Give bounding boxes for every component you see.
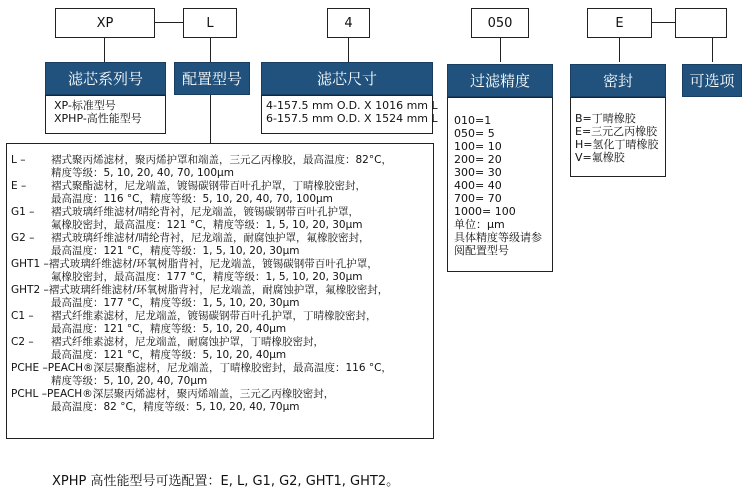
seal-desc — [570, 97, 666, 177]
rating-option: 200= 20 — [454, 153, 502, 166]
size-desc — [261, 95, 438, 134]
rating-note: 具体精度等级请参 — [454, 231, 542, 244]
config-desc: 氟橡胶密封，最高温度：177 °C，精度等级：1, 5, 10, 20, 30μm — [51, 271, 363, 283]
config-code-label: L – — [11, 154, 26, 166]
config-code-label: C2 – — [11, 336, 34, 348]
config-entry — [11, 154, 429, 167]
config-desc: 最高温度：116 °C，精度等级：5, 10, 20, 40, 70, 100μm — [51, 193, 333, 205]
rating-option: 1000= 100 — [454, 205, 516, 218]
rating-option: 700= 70 — [454, 192, 502, 205]
seal-code: E — [615, 15, 624, 31]
connector-line — [210, 95, 211, 143]
config-entry — [11, 388, 429, 401]
rating-header-label: 过滤精度 — [469, 72, 530, 90]
connector-line — [348, 38, 349, 62]
config-desc: 最高温度：121 °C，精度等级：1, 5, 10, 20, 30μm — [51, 245, 300, 257]
size-option: 4-157.5 mm O.D. X 1016 mm L — [266, 99, 438, 112]
series-code-box — [55, 8, 155, 38]
size-header-label: 滤芯尺寸 — [316, 70, 377, 88]
config-desc: 褶式玻璃纤维滤材/环氧树脂背衬，尼龙端盖，镀锡碳钢带百叶孔护罩， — [48, 258, 378, 270]
config-code-label: E – — [11, 180, 27, 192]
series-option: XPHP-高性能型号 — [54, 112, 142, 125]
size-code: 4 — [344, 15, 353, 31]
series-header — [45, 62, 166, 95]
seal-header — [570, 64, 666, 97]
series-option: XP-标准型号 — [54, 99, 116, 112]
config-desc: 氟橡胶密封，最高温度：121 °C，精度等级：1, 5, 10, 20, 30μm — [51, 219, 363, 231]
rating-option: 400= 40 — [454, 179, 502, 192]
config-desc: PEACH®深层聚酯滤材，尼龙端盖，丁晴橡胶密封，最高温度：116 °C， — [47, 362, 392, 374]
option-code-box — [675, 8, 727, 38]
seal-option: B=丁晴橡胶 — [575, 112, 636, 125]
config-code-box — [183, 8, 237, 38]
config-desc: 精度等级：5, 10, 20, 40, 70, 100μm — [51, 167, 234, 179]
config-code-label: PCHE – — [11, 362, 48, 374]
config-desc: 褶式玻璃纤维滤材/晴纶背衬，尼龙端盖，耐腐蚀护罩，氟橡胶密封， — [51, 232, 370, 244]
connector-line — [155, 22, 183, 23]
config-desc: 褶式纤维素滤材，尼龙端盖，耐腐蚀护罩，丁晴橡胶密封， — [51, 336, 324, 348]
config-desc: 褶式玻璃纤维滤材/环氧树脂背衬，尼龙端盖，耐腐蚀护罩，氟橡胶密封， — [48, 284, 389, 296]
rating-option: 050= 5 — [454, 127, 495, 140]
size-code-box — [327, 8, 370, 38]
config-desc: 最高温度：82 °C，精度等级：5, 10, 20, 40, 70μm — [51, 401, 300, 413]
config-code-label: C1 – — [11, 310, 34, 322]
config-desc: 最高温度：121 °C，精度等级：5, 10, 20, 40μm — [51, 323, 287, 335]
series-code: XP — [96, 15, 114, 31]
size-header — [261, 62, 433, 95]
config-entry — [11, 180, 429, 193]
option-header-label: 可选项 — [689, 72, 735, 90]
config-code: L — [206, 15, 214, 31]
config-entry — [11, 284, 429, 297]
config-desc: 褶式聚酯滤材，尼龙端盖，镀锡碳钢带百叶孔护罩，丁晴橡胶密封， — [51, 180, 366, 192]
seal-option: H=氢化丁晴橡胶 — [575, 138, 659, 151]
rating-desc — [447, 97, 553, 272]
series-desc — [45, 95, 166, 134]
seal-option: E=三元乙丙橡胶 — [575, 125, 658, 138]
config-entry — [11, 362, 429, 375]
config-desc: 最高温度：177 °C，精度等级：1, 5, 10, 20, 30μm — [51, 297, 300, 309]
config-code-label: G2 – — [11, 232, 35, 244]
config-code-label: G1 – — [11, 206, 35, 218]
config-list — [6, 143, 434, 439]
config-entry — [11, 336, 429, 349]
footnote: XPHP 高性能型号可选配置：E, L, G1, G2, GHT1, GHT2。 — [52, 474, 400, 489]
rating-option: 100= 10 — [454, 140, 502, 153]
config-desc: 精度等级：5, 10, 20, 40, 70μm — [51, 375, 208, 387]
config-desc: 褶式聚丙烯滤材，聚丙烯护罩和端盖，三元乙丙橡胶，最高温度：82°C， — [51, 154, 392, 166]
config-desc: PEACH®深层聚丙烯滤材，聚丙烯端盖，三元乙丙橡胶密封， — [47, 388, 335, 400]
rating-note: 阅配置型号 — [454, 244, 509, 257]
connector-line — [652, 22, 675, 23]
config-entry — [11, 232, 429, 245]
config-entry — [11, 258, 429, 271]
connector-line — [210, 38, 211, 62]
config-entry — [11, 206, 429, 219]
rating-code-box — [471, 8, 529, 38]
rating-option: 010=1 — [454, 114, 492, 127]
size-option: 6-157.5 mm O.D. X 1524 mm L — [266, 112, 438, 125]
rating-header — [447, 64, 553, 97]
config-entry — [11, 310, 429, 323]
connector-line — [619, 38, 620, 62]
config-header-label: 配置型号 — [181, 70, 242, 88]
config-code-label: GHT2 – — [11, 284, 49, 296]
config-header — [174, 62, 250, 95]
seal-header-label: 密封 — [602, 72, 633, 90]
rating-code: 050 — [487, 15, 513, 31]
config-code-label: GHT1 – — [11, 258, 49, 270]
config-code-label: PCHL – — [11, 388, 47, 400]
rating-unit: 单位：μm — [454, 218, 505, 231]
connector-line — [104, 38, 105, 62]
series-header-label: 滤芯系列号 — [67, 70, 143, 88]
config-desc: 褶式玻璃纤维滤材/晴纶背衬，尼龙端盖，镀锡碳钢带百叶孔护罩， — [51, 206, 360, 218]
seal-option: V=氟橡胶 — [575, 151, 625, 164]
connector-line — [712, 38, 713, 62]
connector-line — [500, 38, 501, 62]
config-desc: 最高温度：121 °C，精度等级：5, 10, 20, 40μm — [51, 349, 287, 361]
seal-code-box — [587, 8, 652, 38]
option-header — [682, 64, 742, 97]
rating-option: 300= 30 — [454, 166, 502, 179]
config-desc: 褶式纤维素滤材，尼龙端盖，镀锡碳钢带百叶孔护罩，丁晴橡胶密封， — [51, 310, 377, 322]
